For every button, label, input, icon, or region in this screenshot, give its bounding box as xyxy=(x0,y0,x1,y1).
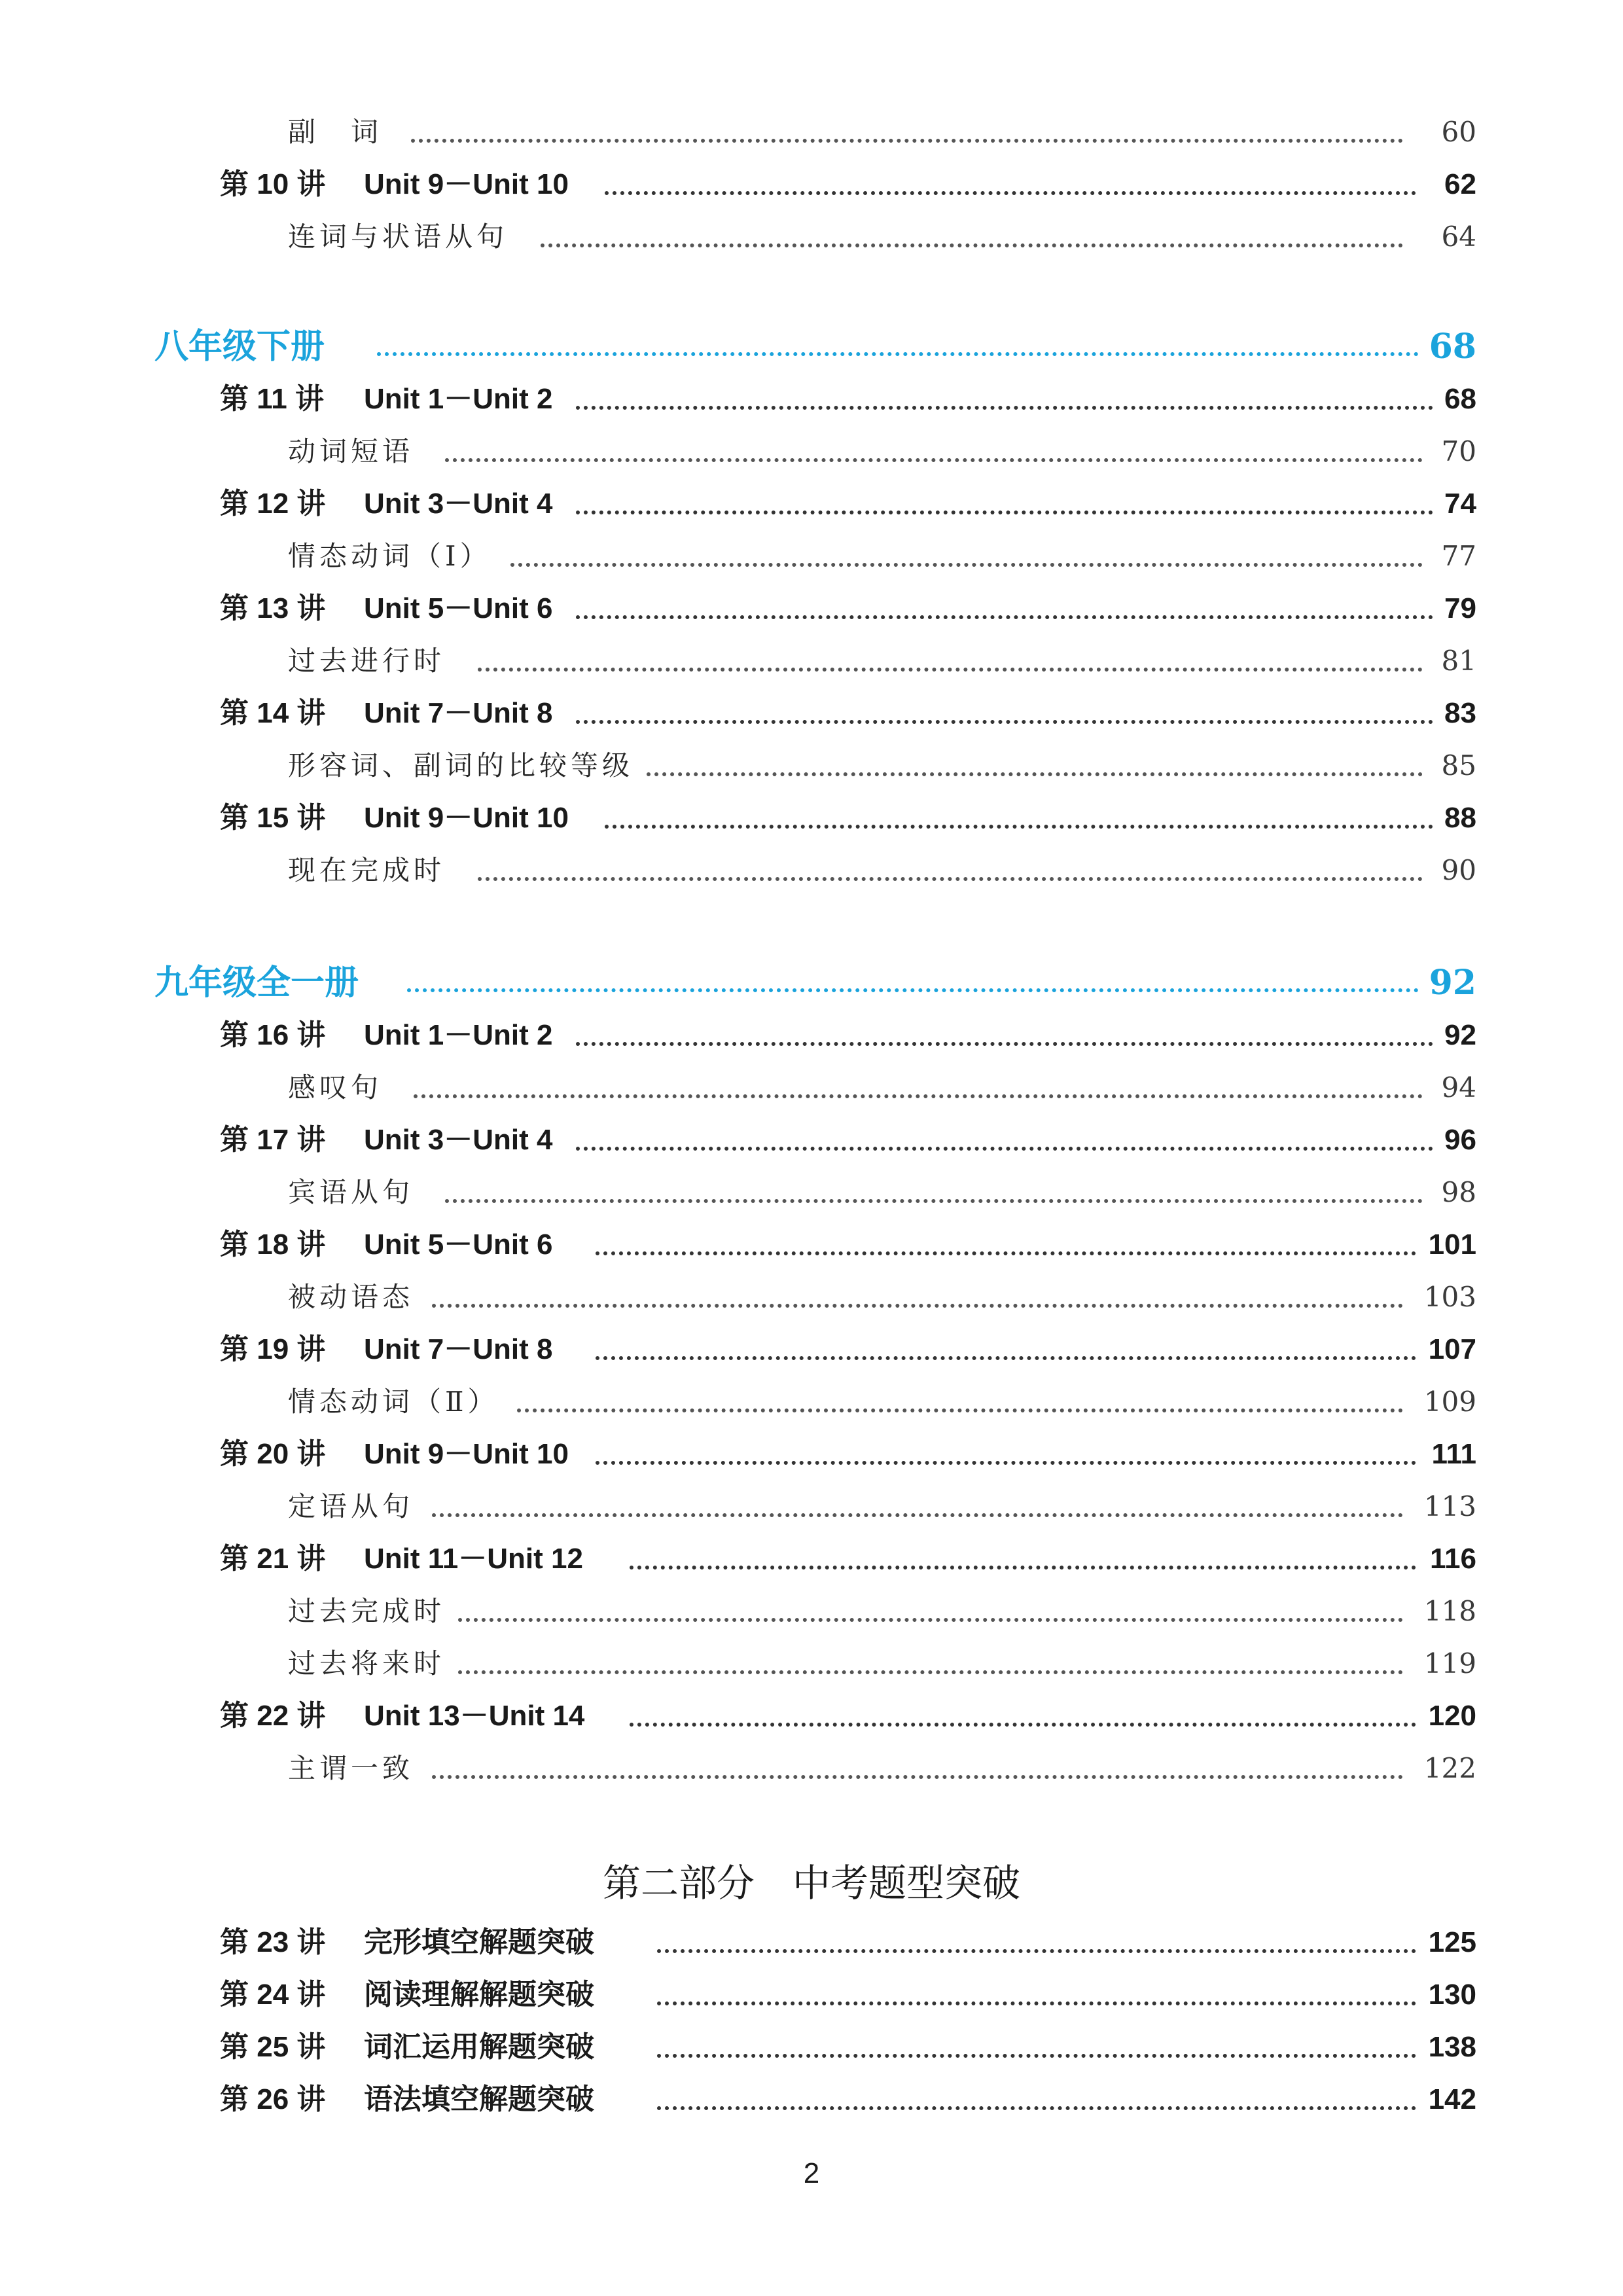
entry-page: 116 xyxy=(1430,1543,1476,1575)
entry-page: 85 xyxy=(1441,749,1476,781)
lecture-number: 第 16 讲 xyxy=(220,1019,326,1051)
lecture-title: Unit 9－Unit 10 xyxy=(364,1438,569,1470)
dot-leader xyxy=(411,106,1403,158)
toc-entry-lecture[interactable] xyxy=(0,1916,1623,1969)
entry-label: 过去将来时 xyxy=(288,1647,446,1679)
toc-entry-sub[interactable] xyxy=(0,1376,1623,1428)
entry-page: 77 xyxy=(1441,540,1476,572)
lecture-number: 第 19 讲 xyxy=(220,1333,326,1365)
entry-page: 142 xyxy=(1428,2083,1476,2115)
entry-label: 连词与状语从句 xyxy=(288,221,508,253)
dot-leader xyxy=(414,1062,1423,1114)
entry-page: 111 xyxy=(1431,1438,1476,1470)
lecture-title: 词汇运用解题突破 xyxy=(364,2031,594,2063)
toc-entry-lecture[interactable] xyxy=(0,687,1623,740)
dot-leader xyxy=(576,687,1433,740)
dot-leader xyxy=(445,1166,1423,1219)
entry-page: 103 xyxy=(1423,1281,1476,1313)
toc-entry-sub[interactable] xyxy=(0,530,1623,583)
toc-entry-lecture[interactable] xyxy=(0,583,1623,635)
entry-page: 98 xyxy=(1441,1176,1476,1208)
entry-page: 125 xyxy=(1428,1926,1476,1958)
lecture-number: 第 15 讲 xyxy=(220,802,326,834)
lecture-title: Unit 7－Unit 8 xyxy=(364,1333,553,1365)
toc-entry-sub[interactable] xyxy=(0,1271,1623,1323)
dot-leader xyxy=(657,1916,1416,1969)
toc-entry-lecture[interactable] xyxy=(0,1219,1623,1271)
dot-leader xyxy=(458,1585,1403,1638)
dot-leader xyxy=(432,1480,1403,1533)
entry-page: 130 xyxy=(1428,1979,1476,2011)
lecture-number: 第 26 讲 xyxy=(220,2083,326,2115)
lecture-number: 第 23 讲 xyxy=(220,1926,326,1958)
entry-label: 感叹句 xyxy=(288,1071,383,1103)
dot-leader xyxy=(407,957,1419,1009)
section-page: 68 xyxy=(1429,327,1476,367)
toc-entry-lecture[interactable] xyxy=(0,1690,1623,1742)
entry-page: 101 xyxy=(1428,1229,1476,1261)
toc-entry-sub[interactable] xyxy=(0,211,1623,263)
dot-leader xyxy=(596,1428,1416,1480)
section-page: 92 xyxy=(1429,963,1476,1003)
entry-page: 113 xyxy=(1423,1490,1476,1522)
lecture-number: 第 17 讲 xyxy=(220,1124,326,1156)
entry-page: 79 xyxy=(1444,592,1476,624)
lecture-title: Unit 9－Unit 10 xyxy=(364,802,569,834)
dot-leader xyxy=(576,373,1433,425)
toc-entry-lecture[interactable] xyxy=(0,2021,1623,2073)
dot-leader xyxy=(596,1323,1416,1376)
section-heading-grade8-lower[interactable] xyxy=(0,321,1623,373)
dot-leader xyxy=(510,530,1423,583)
lecture-title: Unit 3－Unit 4 xyxy=(364,488,553,520)
entry-label: 情态动词（Ⅰ） xyxy=(288,540,491,572)
toc-entry-lecture[interactable] xyxy=(0,2073,1623,2126)
lecture-number: 第 22 讲 xyxy=(220,1700,326,1732)
lecture-title: 完形填空解题突破 xyxy=(364,1926,594,1958)
dot-leader xyxy=(541,211,1403,263)
lecture-title: Unit 5－Unit 6 xyxy=(364,592,553,624)
entry-page: 70 xyxy=(1441,435,1476,467)
lecture-title: Unit 1－Unit 2 xyxy=(364,383,553,415)
entry-page: 96 xyxy=(1444,1124,1476,1156)
lecture-number: 第 25 讲 xyxy=(220,2031,326,2063)
toc-entry-sub[interactable] xyxy=(0,1742,1623,1795)
toc-entry-sub[interactable] xyxy=(0,844,1623,897)
toc-entry-lecture[interactable] xyxy=(0,1969,1623,2021)
entry-label: 过去进行时 xyxy=(288,645,446,677)
toc-entry-sub[interactable] xyxy=(0,1062,1623,1114)
lecture-number: 第 14 讲 xyxy=(220,697,326,729)
entry-page: 64 xyxy=(1441,221,1476,253)
toc-entry-lecture[interactable] xyxy=(0,158,1623,211)
entry-page: 83 xyxy=(1444,697,1476,729)
dot-leader xyxy=(576,1009,1433,1062)
toc-entry-sub[interactable] xyxy=(0,1166,1623,1219)
dot-leader xyxy=(576,1114,1433,1166)
toc-entry-lecture[interactable] xyxy=(0,1323,1623,1376)
lecture-title: Unit 11－Unit 12 xyxy=(364,1543,583,1575)
toc-entry-lecture[interactable] xyxy=(0,1114,1623,1166)
lecture-number: 第 21 讲 xyxy=(220,1543,326,1575)
entry-label: 主谓一致 xyxy=(288,1752,414,1784)
lecture-number: 第 12 讲 xyxy=(220,488,326,520)
dot-leader xyxy=(445,425,1423,478)
lecture-title: Unit 5－Unit 6 xyxy=(364,1229,553,1261)
toc-entry-lecture[interactable] xyxy=(0,373,1623,425)
entry-page: 68 xyxy=(1444,383,1476,415)
entry-page: 88 xyxy=(1444,802,1476,834)
section-heading-grade9[interactable] xyxy=(0,957,1623,1009)
lecture-number: 第 13 讲 xyxy=(220,592,326,624)
dot-leader xyxy=(657,1969,1416,2021)
toc-entry-sub[interactable] xyxy=(0,1585,1623,1638)
lecture-title: Unit 13－Unit 14 xyxy=(364,1700,585,1732)
toc-entry-sub[interactable] xyxy=(0,740,1623,792)
entry-label: 宾语从句 xyxy=(288,1176,414,1208)
lecture-title: 阅读理解解题突破 xyxy=(364,1979,594,2011)
toc-entry-sub[interactable] xyxy=(0,106,1623,158)
toc-entry-lecture[interactable] xyxy=(0,1009,1623,1062)
entry-label: 情态动词（Ⅱ） xyxy=(288,1386,499,1418)
dot-leader xyxy=(657,2073,1416,2126)
entry-page: 118 xyxy=(1423,1595,1476,1627)
toc-entry-sub[interactable] xyxy=(0,425,1623,478)
dot-leader xyxy=(432,1742,1403,1795)
lecture-number: 第 10 讲 xyxy=(220,168,326,200)
toc-entry-sub[interactable] xyxy=(0,635,1623,687)
toc-entry-lecture[interactable] xyxy=(0,478,1623,530)
dot-leader xyxy=(576,478,1433,530)
entry-label: 副 词 xyxy=(288,116,383,148)
lecture-title: Unit 7－Unit 8 xyxy=(364,697,553,729)
dot-leader xyxy=(630,1690,1416,1742)
lecture-number: 第 11 讲 xyxy=(220,383,324,415)
toc-entry-lecture[interactable] xyxy=(0,1533,1623,1585)
lecture-title: Unit 3－Unit 4 xyxy=(364,1124,553,1156)
part-heading: 第二部分 中考题型突破 xyxy=(602,1861,1020,1905)
section-title: 八年级下册 xyxy=(154,327,325,367)
entry-page: 138 xyxy=(1428,2031,1476,2063)
section-title: 九年级全一册 xyxy=(154,963,359,1003)
dot-leader xyxy=(605,158,1416,211)
dot-leader xyxy=(478,844,1423,897)
lecture-title: 语法填空解题突破 xyxy=(364,2083,594,2115)
entry-page: 107 xyxy=(1428,1333,1476,1365)
dot-leader xyxy=(605,792,1433,844)
toc-entry-lecture[interactable] xyxy=(0,792,1623,844)
entry-label: 过去完成时 xyxy=(288,1595,446,1627)
dot-leader xyxy=(458,1638,1403,1690)
entry-page: 122 xyxy=(1423,1752,1476,1784)
toc-entry-sub[interactable] xyxy=(0,1638,1623,1690)
entry-page: 119 xyxy=(1423,1647,1476,1679)
entry-page: 92 xyxy=(1444,1019,1476,1051)
lecture-number: 第 24 讲 xyxy=(220,1979,326,2011)
entry-page: 109 xyxy=(1423,1386,1476,1418)
dot-leader xyxy=(432,1271,1403,1323)
entry-page: 62 xyxy=(1444,168,1476,200)
toc-entry-lecture[interactable] xyxy=(0,1428,1623,1480)
entry-page: 94 xyxy=(1441,1071,1476,1103)
entry-page: 81 xyxy=(1441,645,1476,677)
entry-page: 90 xyxy=(1441,854,1476,886)
entry-page: 74 xyxy=(1444,488,1476,520)
entry-page: 60 xyxy=(1441,116,1476,148)
entry-label: 形容词、副词的比较等级 xyxy=(288,749,634,781)
dot-leader xyxy=(630,1533,1416,1585)
dot-leader xyxy=(647,740,1423,792)
entry-page: 120 xyxy=(1428,1700,1476,1732)
lecture-title: Unit 9－Unit 10 xyxy=(364,168,569,200)
entry-label: 定语从句 xyxy=(288,1490,414,1522)
toc-entry-sub[interactable] xyxy=(0,1480,1623,1533)
entry-label: 动词短语 xyxy=(288,435,414,467)
dot-leader xyxy=(576,583,1433,635)
entry-label: 现在完成时 xyxy=(288,854,446,886)
dot-leader xyxy=(377,321,1419,373)
dot-leader xyxy=(596,1219,1416,1271)
entry-label: 被动语态 xyxy=(288,1281,414,1313)
page-number: 2 xyxy=(803,2157,820,2189)
dot-leader xyxy=(517,1376,1403,1428)
dot-leader xyxy=(478,635,1423,687)
dot-leader xyxy=(657,2021,1416,2073)
lecture-number: 第 18 讲 xyxy=(220,1229,326,1261)
lecture-number: 第 20 讲 xyxy=(220,1438,326,1470)
lecture-title: Unit 1－Unit 2 xyxy=(364,1019,553,1051)
